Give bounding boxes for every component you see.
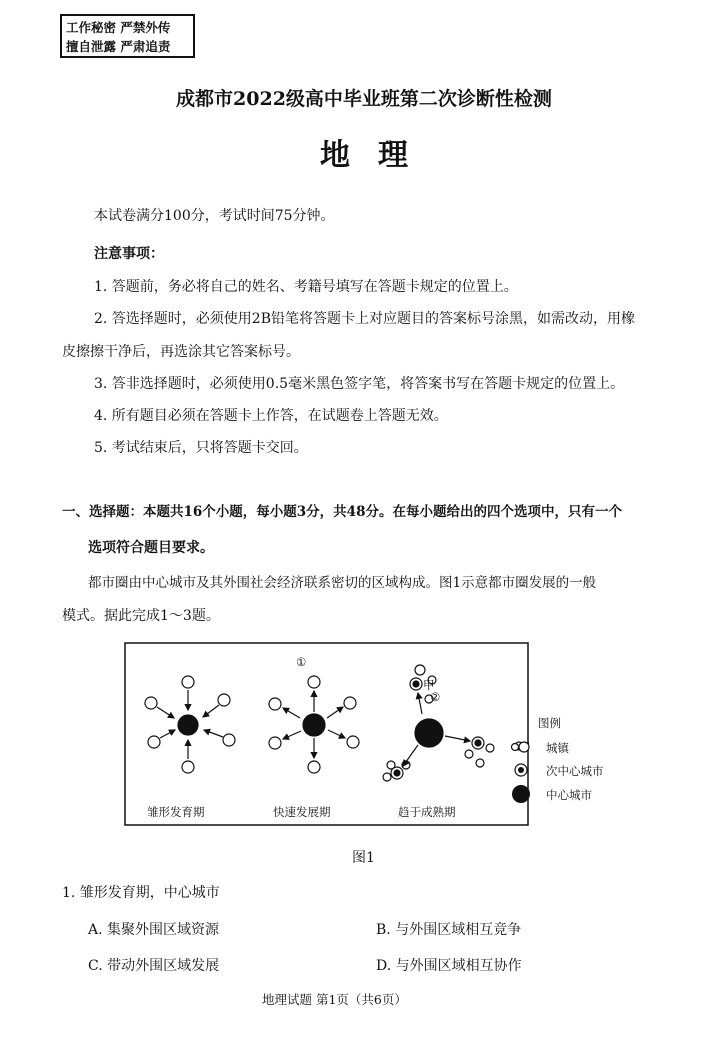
exam-title: 成都市2022级高中毕业班第二次诊断性检测 bbox=[176, 88, 552, 110]
section-heading: 一、选择题：本题共16个小题，每小题3分，共48分。在每小题给出的四个选项中，只有一个 bbox=[62, 504, 622, 520]
town-icon bbox=[308, 761, 320, 773]
notice-heading: 注意事项： bbox=[94, 246, 164, 262]
town-icon bbox=[465, 750, 473, 758]
arrow-outward bbox=[283, 731, 301, 739]
notice-item-4: 4. 所有题目必须在答题卡上作答，在试题卷上答题无效。 bbox=[94, 408, 448, 424]
arrow-inward bbox=[203, 705, 219, 717]
notice-item-5: 5. 考试结束后，只将答题卡交回。 bbox=[94, 440, 308, 456]
sub-center-city-dot bbox=[475, 740, 481, 746]
stage-2-label: 快速发展期 bbox=[273, 805, 331, 819]
town-icon bbox=[344, 697, 356, 709]
town-icon bbox=[182, 761, 194, 773]
notice-item-1: 1. 答题前，务必将自己的姓名、考籍号填写在答题卡规定的位置上。 bbox=[94, 279, 518, 295]
legend-sub-center-label: 次中心城市 bbox=[546, 764, 604, 778]
confidential-notice-box bbox=[60, 14, 195, 58]
town-icon bbox=[218, 694, 230, 706]
notice-item-2: 2. 答选择题时，必须使用2B铅笔将答题卡上对应题目的答案标号涂黑，如需改动，用橡 bbox=[94, 311, 636, 327]
town-icon bbox=[383, 773, 391, 781]
town-icon bbox=[347, 736, 359, 748]
confidential-line-1: 工作秘密 严禁外传 bbox=[66, 20, 171, 35]
sub-center-city-dot bbox=[394, 770, 400, 776]
option-b: B. 与外围区域相互竞争 bbox=[376, 922, 522, 938]
legend-sub-center-dot bbox=[518, 767, 524, 773]
town-icon bbox=[476, 759, 484, 767]
legend-center-city-icon bbox=[512, 785, 530, 803]
marker-2: ② bbox=[430, 690, 441, 704]
town-icon bbox=[308, 676, 320, 688]
sub-center-city-dot bbox=[413, 681, 419, 687]
center-city-icon bbox=[303, 714, 325, 736]
town-icon bbox=[269, 737, 281, 749]
arrow-to-sub-center bbox=[403, 745, 418, 766]
option-c: C. 带动外围区域发展 bbox=[88, 958, 220, 974]
notice-item-2-cont: 皮擦擦干净后，再选涂其它答案标号。 bbox=[62, 344, 300, 360]
town-icon bbox=[223, 734, 235, 746]
town-icon bbox=[148, 736, 160, 748]
arrow-inward bbox=[157, 707, 174, 718]
arrow-to-sub-center bbox=[445, 736, 470, 741]
legend-center-city-label: 中心城市 bbox=[546, 788, 592, 802]
stage-3-diagram bbox=[383, 665, 494, 781]
label-jia: 甲 bbox=[423, 678, 435, 692]
page-footer: 地理试题 第1页（共6页） bbox=[262, 992, 407, 1007]
notice-item-3: 3. 答非选择题时，必须使用0.5毫米黑色签字笔，将答案书写在答题卡规定的位置上。 bbox=[94, 376, 625, 392]
stage-2-diagram bbox=[269, 676, 359, 773]
stage-1-diagram bbox=[145, 676, 235, 773]
arrow-to-sub-center bbox=[418, 693, 422, 714]
town-icon bbox=[182, 676, 194, 688]
town-icon bbox=[415, 665, 425, 675]
stage-1-label: 雏形发育期 bbox=[147, 805, 205, 819]
stage-3-label: 趋于成熟期 bbox=[398, 805, 456, 819]
town-icon bbox=[387, 761, 395, 769]
legend-town-large-icon bbox=[519, 742, 529, 752]
arrow-inward bbox=[204, 730, 223, 737]
passage-line-2: 模式。据此完成1～3题。 bbox=[62, 608, 220, 624]
section-heading-cont: 选项符合题目要求。 bbox=[88, 540, 214, 556]
center-city-icon bbox=[178, 715, 198, 735]
legend-icons bbox=[510, 735, 530, 805]
intro-text: 本试卷满分100分，考试时间75分钟。 bbox=[94, 208, 335, 224]
legend-town-small-icon bbox=[512, 744, 519, 751]
town-icon bbox=[486, 744, 494, 752]
figure-caption: 图1 bbox=[352, 850, 375, 866]
metropolitan-development-figure bbox=[124, 642, 529, 826]
question-1-stem: 1. 雏形发育期，中心城市 bbox=[62, 885, 220, 901]
town-icon bbox=[269, 698, 281, 710]
arrow-outward bbox=[328, 730, 345, 738]
arrow-outward bbox=[283, 708, 300, 718]
arrow-inward bbox=[160, 730, 175, 738]
option-a: A. 集聚外围区域资源 bbox=[88, 922, 220, 938]
legend-town-label: 城镇 bbox=[546, 741, 569, 755]
town-icon bbox=[145, 697, 157, 709]
arrow-outward bbox=[327, 707, 343, 718]
center-city-icon bbox=[415, 719, 443, 747]
passage-line-1: 都市圈由中心城市及其外围社会经济联系密切的区域构成。图1示意都市圈发展的一般 bbox=[88, 575, 597, 591]
option-d: D. 与外围区域相互协作 bbox=[376, 958, 522, 974]
legend-title: 图例 bbox=[538, 716, 561, 730]
confidential-line-2: 擅自泄露 严肃追责 bbox=[66, 39, 171, 54]
marker-1: ① bbox=[296, 655, 307, 669]
subject-title: 地理 bbox=[320, 138, 436, 173]
